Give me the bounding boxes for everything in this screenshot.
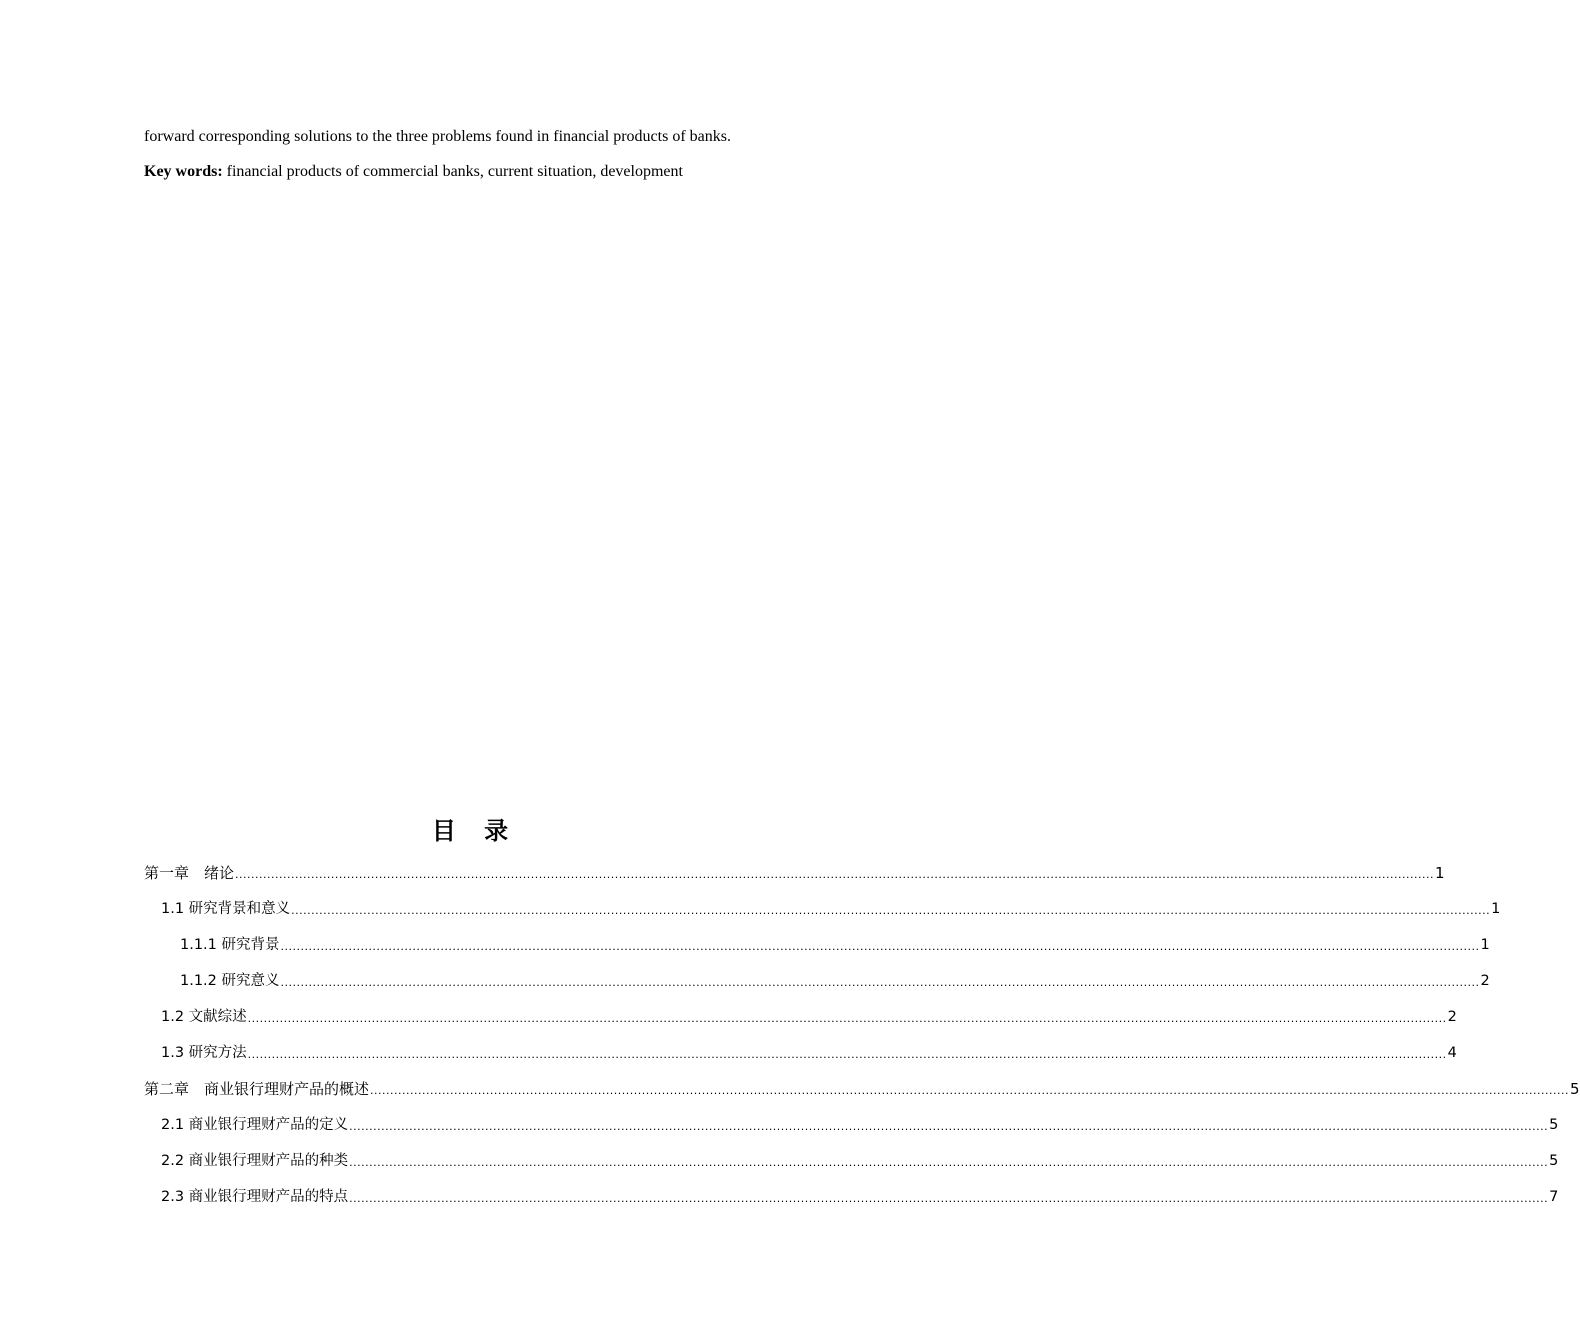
toc-leader-dots: ............................................................................................................................................................................................................................................................................................................ — [291, 904, 1491, 917]
toc-entry-label: 2.2 商业银行理财产品的种类 — [161, 1153, 349, 1169]
keywords-text: financial products of commercial banks, current situation, development — [222, 163, 683, 180]
toc-leader-dots: ............................................................................................................................................................................................................................................................................................................ — [370, 1084, 1569, 1097]
toc-leader-dots: ............................................................................................................................................................................................................................................................................................................ — [280, 940, 1480, 953]
toc-entry[interactable] — [161, 1002, 1457, 1028]
toc-entry[interactable] — [144, 1074, 1580, 1100]
abstract-continuation: forward corresponding solutions to the three problems found in financial products of banks. — [144, 128, 731, 145]
toc-leader-dots: ............................................................................................................................................................................................................................................................................................................ — [349, 1192, 1549, 1205]
toc-leader-dots: ............................................................................................................................................................................................................................................................................................................ — [349, 1156, 1549, 1169]
toc-entry-label: 1.2 文献综述 — [161, 1009, 247, 1025]
toc-entry-page: 1 — [1480, 937, 1490, 953]
toc-entry[interactable] — [180, 930, 1490, 956]
toc-entry[interactable] — [180, 966, 1490, 992]
toc-leader-dots: ............................................................................................................................................................................................................................................................................................................ — [280, 976, 1480, 989]
toc-entry-page: 4 — [1447, 1045, 1457, 1061]
toc-leader-dots: ............................................................................................................................................................................................................................................................................................................ — [235, 868, 1434, 881]
toc-entry[interactable] — [161, 1110, 1559, 1136]
toc-entry-page: 5 — [1549, 1117, 1559, 1133]
toc-entry-label: 1.1.2 研究意义 — [180, 973, 280, 989]
toc-leader-dots: ............................................................................................................................................................................................................................................................................................................ — [247, 1012, 1447, 1025]
toc-entry[interactable] — [161, 1182, 1559, 1208]
toc-entry[interactable] — [161, 1038, 1457, 1064]
toc-entry-page: 1 — [1491, 901, 1501, 917]
toc-entry-page: 5 — [1549, 1153, 1559, 1169]
toc-entry[interactable] — [161, 1146, 1559, 1172]
toc-entry-page: 1 — [1435, 864, 1445, 882]
toc-entry-label: 第二章 商业银行理财产品的概述 — [144, 1080, 370, 1098]
toc-entry-page: 5 — [1570, 1080, 1580, 1098]
toc-title: 目 录 — [431, 817, 519, 845]
toc-entry-label: 1.1.1 研究背景 — [180, 937, 280, 953]
toc-entry-page: 2 — [1447, 1009, 1457, 1025]
toc-entry-label: 第一章 绪论 — [144, 864, 235, 882]
keywords-label: Key words: — [144, 163, 223, 180]
toc-leader-dots: ............................................................................................................................................................................................................................................................................................................ — [247, 1048, 1447, 1061]
toc-leader-dots: ............................................................................................................................................................................................................................................................................................................ — [349, 1120, 1549, 1133]
toc-entry-label: 2.3 商业银行理财产品的特点 — [161, 1189, 349, 1205]
toc-entry-label: 1.1 研究背景和意义 — [161, 901, 291, 917]
toc-entry-page: 2 — [1480, 973, 1490, 989]
toc-entry[interactable] — [161, 894, 1501, 920]
toc-entry-page: 7 — [1549, 1189, 1559, 1205]
toc-entry-label: 1.3 研究方法 — [161, 1045, 247, 1061]
keywords-line — [144, 162, 824, 182]
toc-entry-label: 2.1 商业银行理财产品的定义 — [161, 1117, 349, 1133]
toc-entry[interactable] — [144, 858, 1445, 884]
